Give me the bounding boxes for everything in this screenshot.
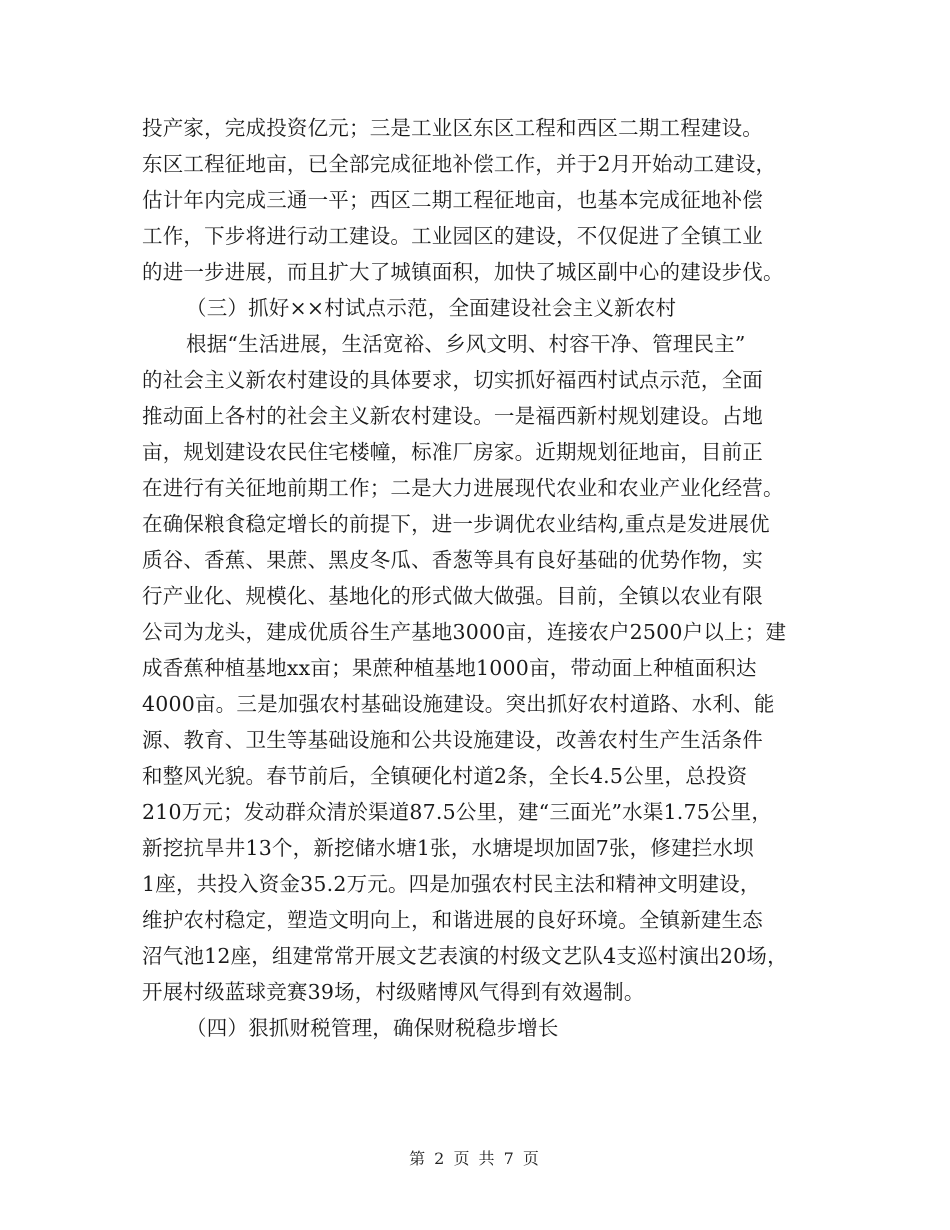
text-line: 210万元；发动群众清於渠道87.5公里，建“三面光”水渠1.75公里， [142, 800, 773, 824]
text-line: 公司为龙头，建成优质谷生产基地3000亩，连接农户2500户以上；建 [142, 620, 787, 644]
text-line: 成香蕉种植基地xx亩；果蔗种植基地1000亩，带动面上种植面积达 [142, 656, 757, 680]
text-line: 东区工程征地亩，已全部完成征地补偿工作，并于2月开始动工建设， [142, 152, 777, 176]
text-line: 估计年内完成三通一平；西区二期工程征地亩，也基本完成征地补偿 [142, 188, 763, 212]
page-footer: 第 2 页 共 7 页 [409, 1149, 541, 1168]
text-line: 4000亩。三是加强农村基础设施建设。突出抓好农村道路、水利、能 [142, 692, 775, 716]
text-line: 新挖抗旱井13个，新挖储水塘1张，水塘堤坝加固7张，修建拦水坝 [142, 836, 754, 860]
text-line: 行产业化、规模化、基地化的形式做大做强。目前，全镇以农业有限 [142, 584, 763, 608]
text-line: 沼气池12座，组建常常开展文艺表演的村级文艺队4支巡村演出20场， [142, 944, 788, 968]
document-body [142, 110, 842, 1046]
text-line: 开展村级蓝球竞赛39场，村级赌博风气得到有效遏制。 [142, 980, 645, 1004]
text-line: 在进行有关征地前期工作；二是大力进展现代农业和农业产业化经营。 [142, 476, 784, 500]
text-line: 推动面上各村的社会主义新农村建设。一是福西新村规划建设。占地 [142, 404, 763, 428]
text-line: 工作，下步将进行动工建设。工业园区的建设，不仅促进了全镇工业 [142, 224, 763, 248]
text-line: 和整风光貌。春节前后，全镇硬化村道2条，全长4.5公里，总投资 [142, 764, 748, 788]
text-line: 投产家，完成投资亿元；三是工业区东区工程和西区二期工程建设。 [142, 116, 763, 140]
text-line: 的进一步进展，而且扩大了城镇面积，加快了城区副中心的建设步伐。 [142, 260, 784, 284]
text-line: 的社会主义新农村建设的具体要求，切实抓好福西村试点示范，全面 [142, 368, 763, 392]
text-line: 1座，共投入资金35.2万元。四是加强农村民主法和精神文明建设， [142, 872, 761, 896]
paragraph-heading-line: （四）狠抓财税管理，确保财税稳步增长 [186, 1016, 559, 1040]
paragraph-heading-line: 根据“生活进展，生活宽裕、乡风文明、村容干净、管理民主” [186, 332, 746, 356]
text-line: 源、教育、卫生等基础设施和公共设施建设，改善农村生产生活条件 [142, 728, 763, 752]
text-line: 亩，规划建设农民住宅楼幢，标准厂房家。近期规划征地亩，目前正 [142, 440, 763, 464]
paragraph-heading-line: （三）抓好××村试点示范，全面建设社会主义新农村 [186, 296, 677, 320]
text-line: 维护农村稳定，塑造文明向上，和谐进展的良好环境。全镇新建生态 [142, 908, 763, 932]
text-line: 质谷、香蕉、果蔗、黑皮冬瓜、香葱等具有良好基础的优势作物，实 [142, 548, 763, 572]
text-line: 在确保粮食稳定增长的前提下，进一步调优农业结构,重点是发进展优 [142, 512, 770, 536]
